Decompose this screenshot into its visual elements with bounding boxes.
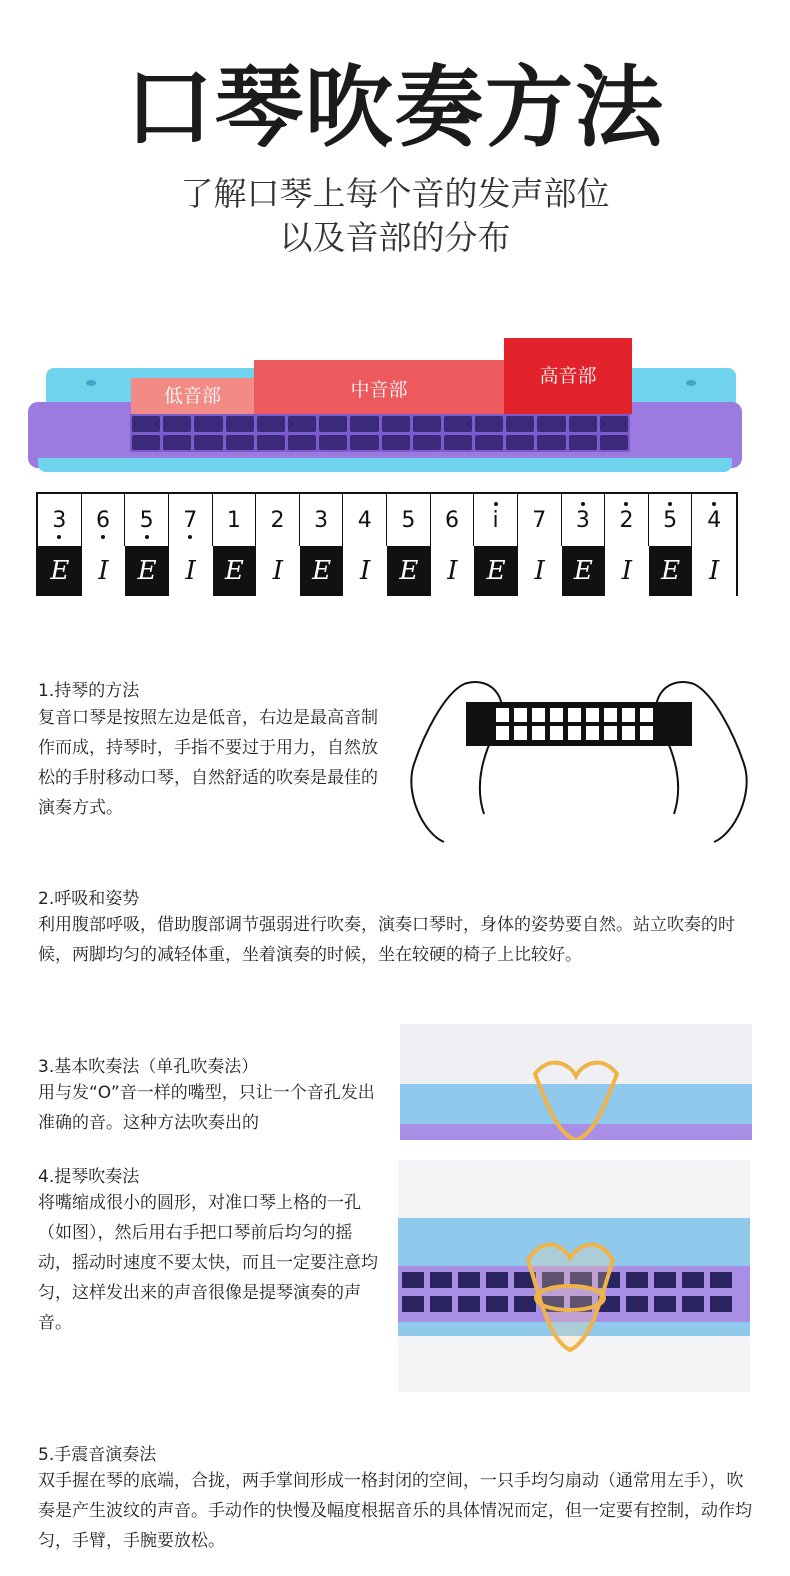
harmonica-hole <box>288 435 316 451</box>
high-octave-dot <box>581 502 585 506</box>
draw-cell: I <box>431 546 475 596</box>
high-octave-dot <box>494 502 498 506</box>
note-number-label: 4 <box>707 507 722 533</box>
blow-cell: E <box>300 546 344 596</box>
note-number <box>343 494 387 546</box>
harmonica-hole <box>350 435 378 451</box>
harmonica-hole <box>257 416 285 432</box>
note-number <box>82 494 126 546</box>
high-octave-dot <box>668 502 672 506</box>
harmonica-bottom-plate <box>38 458 732 472</box>
harmonica-hole <box>382 416 410 432</box>
harmonica-hole <box>132 435 160 451</box>
section-4-body: 将嘴缩成很小的圆形，对准口琴上格的一孔（如图），然后用右手把口琴前后均匀的摇动，摇动时速度不要太快，而且一定要注意均匀，这样发出来的声音很像是提琴演奏的声音。 <box>38 1193 378 1333</box>
note-number <box>562 494 606 546</box>
note-number-label: 2 <box>270 507 285 533</box>
violin-method-photo <box>398 1160 750 1392</box>
harmonica-hole <box>600 435 628 451</box>
harmonica-hole <box>569 416 597 432</box>
note-number-label: 5 <box>139 507 154 533</box>
harmonica-hole <box>226 435 254 451</box>
subtitle-line-2: 以及音部的分布 <box>279 218 511 257</box>
harmonica-holes <box>130 414 630 452</box>
high-octave-dot <box>712 502 716 506</box>
harmonica-hole <box>319 416 347 432</box>
page-title: 口琴吹奏方法 <box>124 56 665 159</box>
draw-cell: I <box>256 546 300 596</box>
low-octave-dot <box>101 535 105 539</box>
note-number <box>125 494 169 546</box>
section-1-title: 1.持琴的方法 <box>38 681 140 701</box>
harmonica-hole <box>600 416 628 432</box>
note-number-label: 6 <box>95 507 110 533</box>
low-octave-dot <box>188 535 192 539</box>
note-number-label: 2 <box>619 507 634 533</box>
note-number <box>431 494 475 546</box>
draw-cell: I <box>169 546 213 596</box>
note-chart <box>36 492 738 596</box>
section-1-body: 复音口琴是按照左边是低音，右边是最高音制作而成，持琴时，手指不要过于用力，自然放松的手肘移动口琴，自然舒适的吹奏是最佳的演奏方式。 <box>38 708 378 818</box>
blow-cell: E <box>125 546 169 596</box>
blow-cell: E <box>213 546 257 596</box>
draw-cell: I <box>692 546 736 596</box>
harmonica-hole <box>537 416 565 432</box>
harmonica-hole <box>475 435 503 451</box>
note-number <box>692 494 736 546</box>
note-number <box>213 494 257 546</box>
note-number-label: 4 <box>357 507 372 533</box>
section-3-body: 用与发“O”音一样的嘴型，只让一个音孔发出准确的音。这种方法吹奏出的 <box>38 1083 375 1133</box>
note-number <box>387 494 431 546</box>
harmonica-hole <box>288 416 316 432</box>
harmonica-hole <box>569 435 597 451</box>
harmonica-hole <box>194 416 222 432</box>
section-2-title: 2.呼吸和姿势 <box>38 889 140 909</box>
note-number <box>605 494 649 546</box>
band-high: 高音部 <box>504 338 632 414</box>
note-number-label: 5 <box>401 507 416 533</box>
harmonica-hole <box>444 416 472 432</box>
note-number-label: 3 <box>314 507 329 533</box>
section-5-body: 双手握在琴的底端，合拢，两手掌间形成一格封闭的空间，一只手均匀扇动（通常用左手），吹奏是产生波纹的声音。手动作的快慢及幅度根据音乐的具体情况而定，但一定要有控制，动作均匀，手臂，手腕要放松。 <box>38 1471 752 1551</box>
draw-cell: I <box>343 546 387 596</box>
subtitle-line-1: 了解口琴上每个音的发声部位 <box>180 174 610 213</box>
blow-cell: E <box>649 546 693 596</box>
rivet-left <box>86 380 96 386</box>
harmonica-hole <box>413 435 441 451</box>
harmonica-hole <box>132 416 160 432</box>
harmonica-hole <box>444 435 472 451</box>
harmonica-hole <box>319 435 347 451</box>
single-hole-photo <box>400 1024 752 1140</box>
note-number-label: 7 <box>183 507 198 533</box>
draw-cell: I <box>518 546 562 596</box>
note-number <box>300 494 344 546</box>
harmonica-hole <box>382 435 410 451</box>
hands-holding-harmonica-illustration <box>404 664 754 844</box>
draw-cell: I <box>605 546 649 596</box>
note-number <box>169 494 213 546</box>
note-number <box>474 494 518 546</box>
note-number-label: 7 <box>532 507 547 533</box>
blow-cell: E <box>38 546 82 596</box>
band-mid: 中音部 <box>254 360 504 414</box>
high-octave-dot <box>624 502 628 506</box>
low-octave-dot <box>57 535 61 539</box>
harmonica-hole <box>506 416 534 432</box>
section-3-title: 3.基本吹奏法（单孔吹奏法） <box>38 1057 259 1077</box>
note-number-label: 3 <box>52 507 67 533</box>
note-number <box>649 494 693 546</box>
harmonica-diagram <box>28 338 742 488</box>
harmonica-hole <box>475 416 503 432</box>
harmonica-hole <box>413 416 441 432</box>
harmonica-hole <box>350 416 378 432</box>
note-number <box>256 494 300 546</box>
note-number-label: 6 <box>444 507 459 533</box>
blow-cell: E <box>562 546 606 596</box>
note-number-label: 1 <box>226 507 241 533</box>
blow-cell: E <box>387 546 431 596</box>
band-low: 低音部 <box>131 378 254 414</box>
note-number-label: i <box>492 507 499 533</box>
harmonica-hole <box>257 435 285 451</box>
low-octave-dot <box>145 535 149 539</box>
rivet-right <box>686 380 696 386</box>
harmonica-hole <box>163 435 191 451</box>
note-number-label: 5 <box>663 507 678 533</box>
section-2-body: 利用腹部呼吸，借助腹部调节强弱进行吹奏，演奏口琴时，身体的姿势要自然。站立吹奏的时候，两脚均匀的减轻体重，坐着演奏的时候，坐在较硬的椅子上比较好。 <box>38 915 735 965</box>
harmonica-hole <box>506 435 534 451</box>
harmonica-hole <box>226 416 254 432</box>
note-number <box>518 494 562 546</box>
note-number-label: 3 <box>575 507 590 533</box>
section-5-title: 5.手震音演奏法 <box>38 1445 157 1465</box>
section-4-title: 4.提琴吹奏法 <box>38 1167 140 1187</box>
note-number <box>38 494 82 546</box>
harmonica-hole <box>537 435 565 451</box>
draw-cell: I <box>82 546 126 596</box>
harmonica-hole <box>163 416 191 432</box>
blow-cell: E <box>474 546 518 596</box>
harmonica-hole <box>194 435 222 451</box>
